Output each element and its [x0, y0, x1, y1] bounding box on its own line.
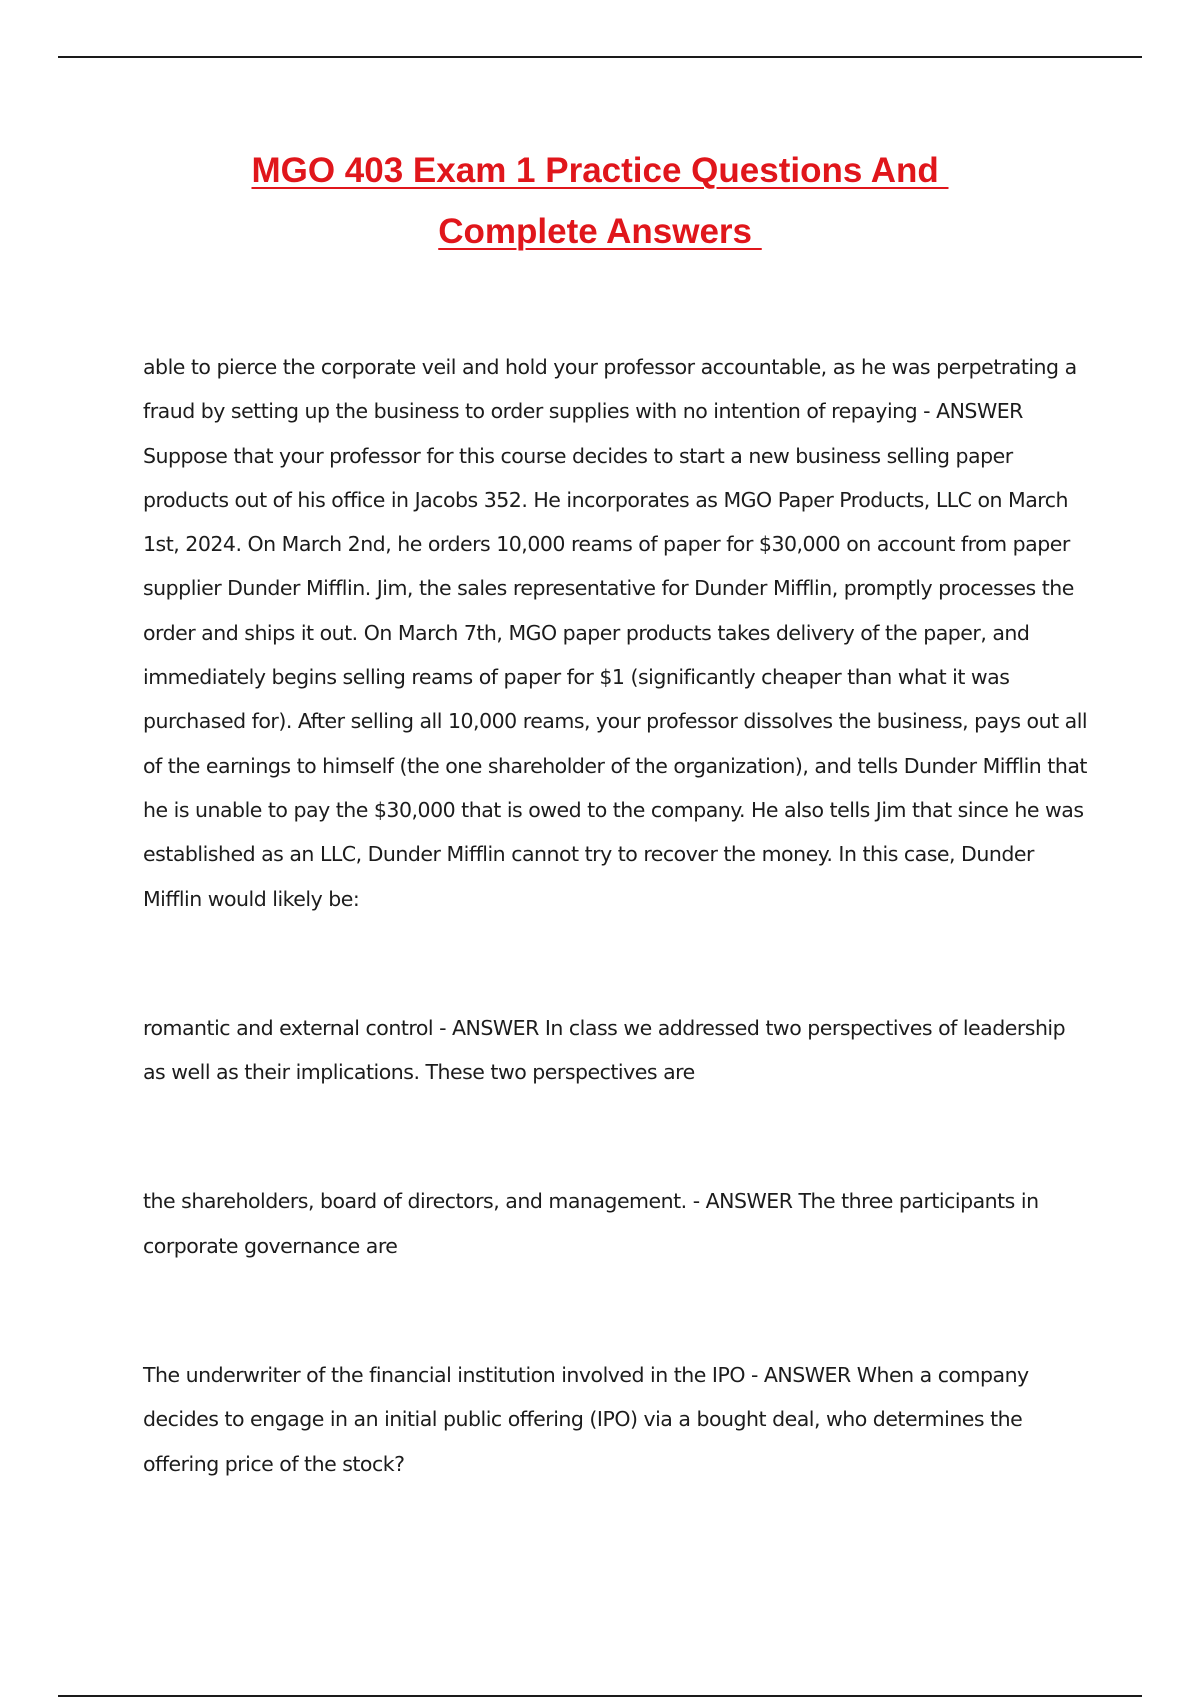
qa-entry-1: able to pierce the corporate veil and hold your professor accountable, as he was perpetrating a fraud by setting up the business to order supplies with no intention of repaying - ANSWER Suppose that your professor for this course decides to start a new business selling paper products out of his office in Jacobs 352. He incorporates as MGO Paper Products, LLC on March 1st, 2024. On March 2nd, he orders 10,000 reams of paper for $30,000 on account from paper supplier Dunder Mifflin. Jim, the sales representative for Dunder Mifflin, promptly processes the order and ships it out. On March 7th, MGO paper products takes delivery of the paper, and immediately begins selling reams of paper for $1 (significantly cheaper than what it was purchased for). After selling all 10,000 reams, your professor dissolves the business, pays out all of the earnings to himself (the one shareholder of the organization), and tells Dunder Mifflin that he is unable to pay the $30,000 that is owed to the company. He also tells Jim that since he was established as an LLC, Dunder Mifflin cannot try to recover the money. In this case, Dunder Mifflin would likely be:: [143, 355, 1088, 911]
qa-entry-4: The underwriter of the financial institution involved in the IPO - ANSWER When a company decides to engage in an initial public offering (IPO) via a bought deal, who determines the offering price of the stock?: [143, 1363, 1029, 1476]
qa-entry-3: the shareholders, board of directors, and management. - ANSWER The three participants in corporate governance are: [143, 1189, 1039, 1258]
footer-rule: [58, 1695, 1142, 1697]
title-line-1: MGO 403 Exam 1 Practice Questions And: [251, 151, 949, 190]
qa-entry-2: romantic and external control - ANSWER In class we addressed two perspectives of leadership as well as their implications. These two perspectives are: [143, 1015, 1066, 1085]
page-title: [60, 140, 1140, 262]
title-line-2: Complete Answers: [438, 212, 762, 251]
document-body: [143, 345, 1093, 1486]
header-rule: [58, 56, 1142, 58]
